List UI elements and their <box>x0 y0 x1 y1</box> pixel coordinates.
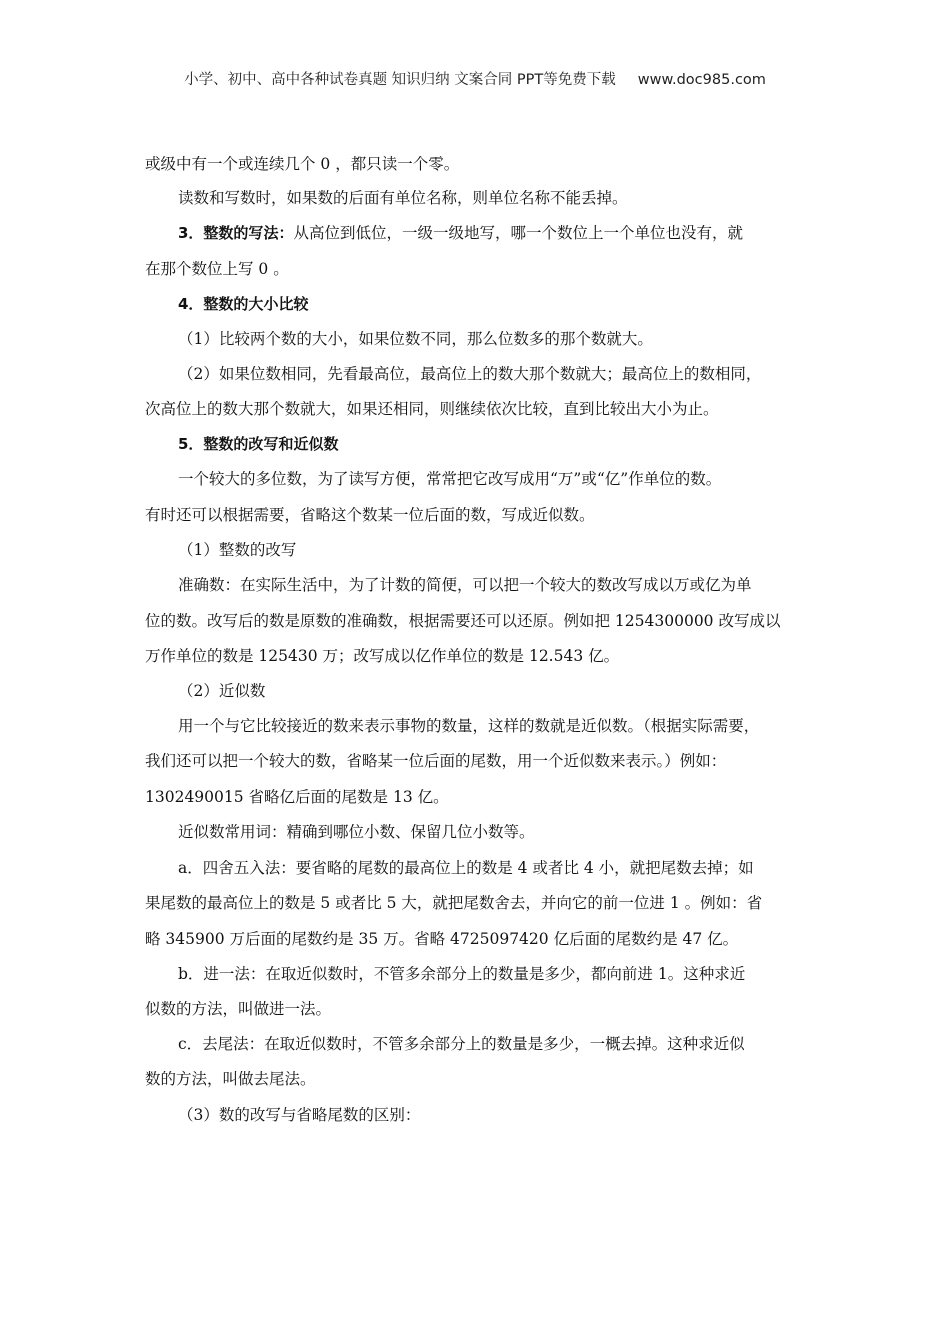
section-4-heading: 4．整数的大小比较 <box>178 295 309 313</box>
paragraph-line: 有时还可以根据需要，省略这个数某一位后面的数，写成近似数。 <box>145 506 595 524</box>
subsection-heading: （2）近似数 <box>178 682 266 700</box>
paragraph-line: 我们还可以把一个较大的数，省略某一位后面的尾数，用一个近似数来表示。）例如： <box>145 752 727 770</box>
section-3-line <box>178 222 743 244</box>
paragraph-line: 或级中有一个或连续几个 0 ，都只读一个零。 <box>145 155 460 173</box>
header-title: 小学、初中、高中各种试卷真题 知识归纳 文案合同 PPT等免费下载 <box>184 72 616 88</box>
paragraph-line: 次高位上的数大那个数就大，如果还相同，则继续依次比较，直到比较出大小为止。 <box>145 400 719 418</box>
header-site-link[interactable]: www.doc985.com <box>637 72 766 88</box>
paragraph-line: 数的方法，叫做去尾法。 <box>145 1070 316 1088</box>
page-header <box>0 68 950 89</box>
section-3-heading: 3．整数的写法： <box>178 224 294 242</box>
paragraph-line: 近似数常用词：精确到哪位小数、保留几位小数等。 <box>178 823 535 841</box>
paragraph-line: 万作单位的数是 125430 万；改写成以亿作单位的数是 12.543 亿。 <box>145 647 620 665</box>
subsection-heading: （1）整数的改写 <box>178 541 297 559</box>
paragraph-line: 1302490015 省略亿后面的尾数是 13 亿。 <box>145 788 449 806</box>
paragraph-line: （1）比较两个数的大小，如果位数不同，那么位数多的那个数就大。 <box>178 330 653 348</box>
paragraph-line: 读数和写数时，如果数的后面有单位名称，则单位名称不能丢掉。 <box>178 189 628 207</box>
paragraph-line: （2）如果位数相同，先看最高位，最高位上的数大那个数就大；最高位上的数相同， <box>178 365 762 383</box>
paragraph-text: 从高位到低位，一级一级地写，哪一个数位上一个单位也没有，就 <box>293 224 743 242</box>
paragraph-line: 似数的方法，叫做进一法。 <box>145 1000 332 1018</box>
subsection-heading: （3）数的改写与省略尾数的区别： <box>178 1106 421 1124</box>
paragraph-line: c．去尾法：在取近似数时，不管多余部分上的数量是多少，一概去掉。这种求近似 <box>178 1035 745 1053</box>
paragraph-line: 果尾数的最高位上的数是 5 或者比 5 大，就把尾数舍去，并向它的前一位进 1 。例如：省 <box>145 894 763 912</box>
paragraph-line: a．四舍五入法：要省略的尾数的最高位上的数是 4 或者比 4 小，就把尾数去掉；如 <box>178 859 754 877</box>
paragraph-line: 一个较大的多位数，为了读写方便，常常把它改写成用“万”或“亿”作单位的数。 <box>178 470 722 488</box>
paragraph-line: 用一个与它比较接近的数来表示事物的数量，这样的数就是近似数。（根据实际需要， <box>178 717 760 735</box>
paragraph-line: 位的数。改写后的数是原数的准确数，根据需要还可以还原。例如把 1254300000 改写成以 <box>145 612 781 630</box>
paragraph-line: b．进一法：在取近似数时，不管多余部分上的数量是多少，都向前进 1。这种求近 <box>178 965 746 983</box>
paragraph-line: 准确数：在实际生活中，为了计数的简便，可以把一个较大的数改写成以万或亿为单 <box>178 576 752 594</box>
section-5-heading: 5．整数的改写和近似数 <box>178 435 339 453</box>
paragraph-line: 略 345900 万后面的尾数约是 35 万。省略 4725097420 亿后面的尾数约是 47 亿。 <box>145 930 739 948</box>
paragraph-line: 在那个数位上写 0 。 <box>145 260 289 278</box>
